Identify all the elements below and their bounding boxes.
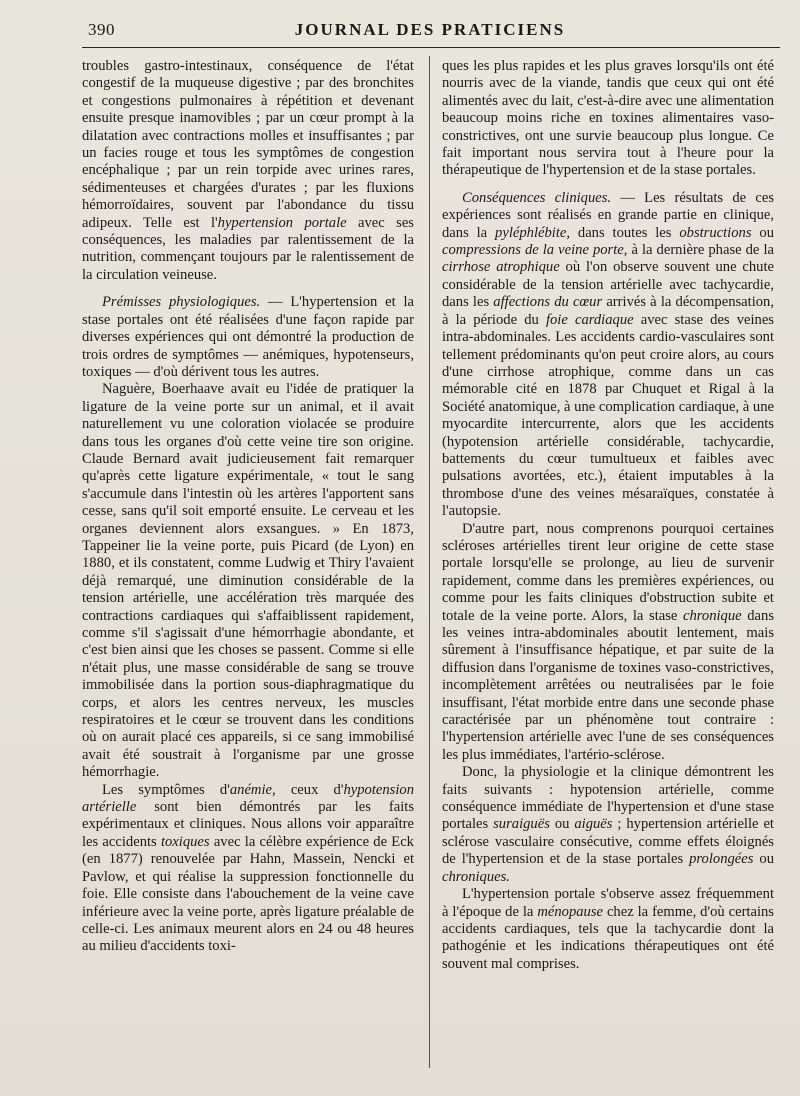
left-paragraph-boerhaave: Naguère, Boerhaave avait eu l'idée de pratiquer la ligature de la veine porte sur un animal, et il avait naturellement vu une coloration violacée se produire dans tous les organes d'où cette veine tire son origine. Claude Bernard avait judicieusement fait remarquer qu'après cette ligature expérimentale, « tout le sang s'accumule dans l'intestin où les artères l'apportent sans cesse, sans qu'il soit emporté ensuite. Le cerveau et les organes deviennent alors exsangues. » En 1873, Tappeiner lie la veine porte, puis Picard (de Lyon) en 1880, et ils constatent, comme Ludwig et Thiry l'avaient déjà remarqué, une diminution considérable de la tension artérielle, une accélération très marquée des contractions cardiaques qui s'affaiblissent rapidement, comme s'il s'agissait d'une hémorrhagie abondante, et c'est bien ainsi que les choses se passent. Comme si elle n'était plus, une masse considérable de sang se trouve immobilisée dans la portion sous-diaphragmatique du corps, et alors les centres nerveux, les muscles respiratoires et le cœur se trouvent dans les conditions où on aurait placé ces appareils, si ce sang immobilisé avait été soustrait à l'organisme par une grosse hémorrhagie. <box>82 381 414 781</box>
column-divider <box>429 56 430 1068</box>
page-number: 390 <box>88 20 115 39</box>
header-rule <box>82 47 780 48</box>
page-header <box>82 18 778 44</box>
left-paragraph-symptomes: Les symptômes d'anémie, ceux d'hypotension artérielle sont bien démontrés par les faits expérimentaux et cliniques. Nous allons voir apparaître les accidents toxiques avec la célèbre expérience de Eck (en 1877) renouvelée par Hahn, Massein, Nencki et Pavlow, et qui réalise la suppression fonctionnelle du foie. Elle consiste dans l'abouchement de la veine cave inférieure avec la veine porte, après ligature préalable de celle-ci. Les animaux meurent alors en 24 ou 48 heures au milieu d'accidents toxi- <box>82 781 414 955</box>
right-paragraph-menopause: L'hypertension portale s'observe assez fréquemment à l'époque de la ménopause chez la femme, d'où certains accidents cardiaques, tels que la tachycardie dont la pathogénie et les indications thérapeutiques ont été souvent mal comprises. <box>442 886 774 972</box>
right-paragraph-consequences: Conséquences cliniques. — Les résultats de ces expériences sont réalisés en grande partie en clinique, dans la pyléphlébite, dans toutes les obstructions ou compressions de la veine porte, à la dernière phase de la cirrhose atrophique où l'on observe souvent une chute considérable de la tension artérielle avec tachycardie, dans les affections du cœur arrivés à la décompensation, à la période du foie cardiaque avec stase des veines intra-abdominales. Les accidents cardio-vasculaires sont tellement prédominants qu'on peut croire alors, au cours d'une cirrhose atrophique, comme dans un cas mémorable cité en 1878 par Chuquet et Rigal à la Société anatomique, à une complication cardiaque, à une myocardite intercurrente, alors que les accidents (hypotension artérielle considérable, tachycardie, battements du cœur tumultueux et faibles avec pulsations avortées, etc.), étaient imputables à la thrombose d'une des veines mésaraïques, constatée à l'autopsie. <box>442 189 774 520</box>
section-heading-premisses: Prémisses physiologiques. <box>102 294 261 311</box>
left-column <box>82 58 414 956</box>
right-paragraph-scleroses: D'autre part, nous comprenons pourquoi certaines scléroses artérielles tirent leur origine de cette stase portale lorsqu'elle se prolonge, au lieu de survenir rapidement, comme dans les premières expériences, ou comme pour les faits cliniques d'obstruction subite et totale de la veine porte. Alors, la stase chronique dans les veines intra-abdominales aboutit lentement, mais sûrement à l'insuffisance hépatique, et par suite de la diffusion dans l'organisme de toxines vaso-constrictives, incomplètement arrêtées ou neutralisées par le foie insuffisant, l'état morbide entre dans une seconde phase caractérisée par un phénomène tout contraire : l'hypertension artérielle avec l'une de ses conséquences les plus immédiates, l'artério-sclérose. <box>442 520 774 763</box>
section-heading-consequences: Conséquences cliniques. <box>462 189 612 206</box>
right-column <box>442 58 774 973</box>
left-paragraph-premisses: Prémisses physiologiques. — L'hypertension et la stase portales ont été réalisées d'une façon rapide par diverses expériences qui ont démontré la production de trois ordres de symptômes — anémiques, hypotenseurs, toxiques — d'où dérivent tous les autres. <box>82 294 414 380</box>
left-paragraph-1: troubles gastro-intestinaux, conséquence de l'état congestif de la muqueuse digestive ; par des bronchites et congestions pulmonaires à répétition et devenant ensuite presque inamovibles ; par un cœur prompt à la dilatation avec contractions molles et insuffisantes ; par un facies rouge et tous les symptômes de congestion encéphalique ; par un rein torpide avec urines rares, sédimenteuses et chargées d'urates ; par les fluxions hémorroïdaires, souvent par l'abondance du tissu adipeux. Telle est l'hypertension portale avec ses conséquences, les maladies par ralentissement de la nutrition, commençant toujours par le ralentissement de la circulation veineuse. <box>82 58 414 283</box>
right-paragraph-donc: Donc, la physiologie et la clinique démontrent les faits suivants : hypotension artérielle, comme conséquence immédiate de l'hypertension et d'une stase portales suraiguës ou aiguës ; hypertension artérielle et sclérose vasculaire consécutive, comme effets éloignés de l'hypertension et de la stase portales prolongées ou chroniques. <box>442 764 774 885</box>
right-paragraph-1: ques les plus rapides et les plus graves lorsqu'ils ont été nourris avec de la viande, tandis que ceux qui ont été alimentés avec du lait, c'est-à-dire avec une alimentation beaucoup moins riche en toxines alimentaires vaso-constrictives, ont une survie beaucoup plus longue. Ce fait important nous servira tout à l'heure pour la thérapeutique de l'hypertension et de la stase portales. <box>442 58 774 179</box>
journal-title: JOURNAL DES PRATICIENS <box>294 20 566 39</box>
